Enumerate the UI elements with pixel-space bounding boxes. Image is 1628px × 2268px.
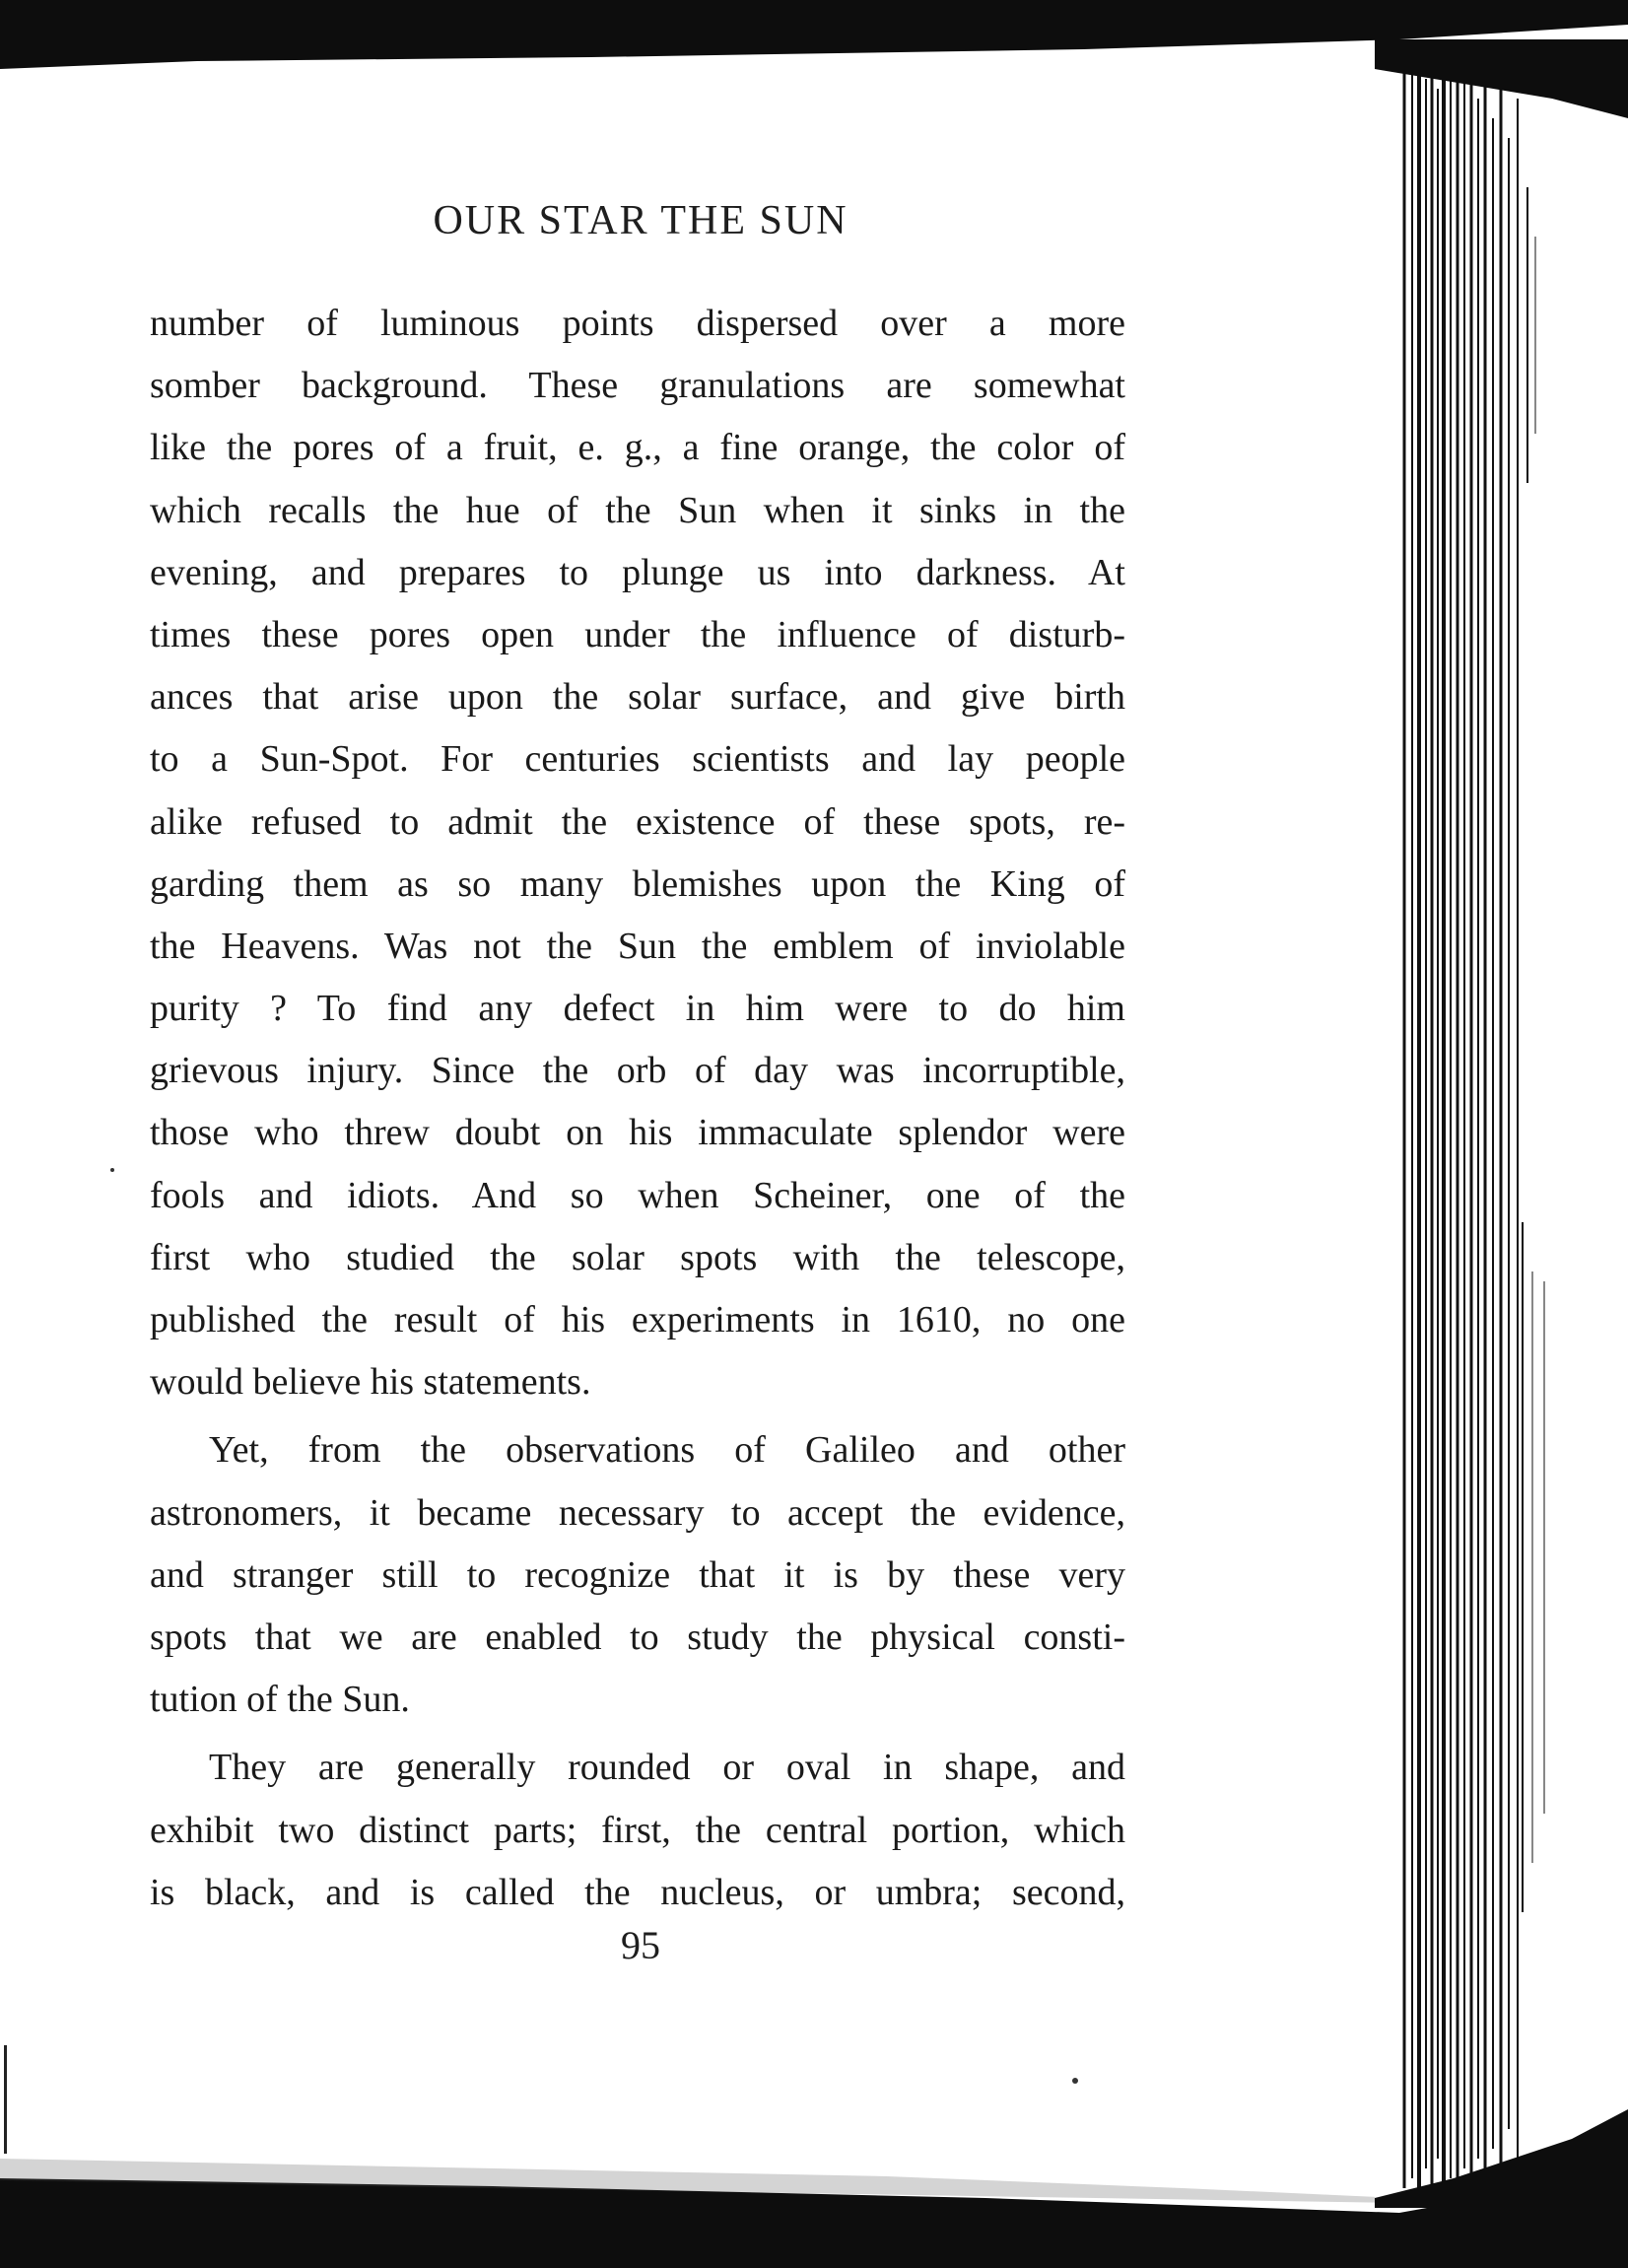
text-line: number of luminous points dispersed over a more: [150, 303, 1125, 344]
text-line: would believe his statements.: [150, 1361, 591, 1404]
text-line: grievous injury. Since the orb of day was incorruptible,: [150, 1050, 1125, 1092]
text-line: the Heavens. Was not the Sun the emblem of inviolable: [150, 925, 1125, 967]
text-line: times these pores open under the influence of disturb-: [150, 613, 1125, 655]
page-number: 95: [621, 1923, 660, 1967]
text-line: astronomers, it became necessary to accept the evidence,: [150, 1491, 1125, 1534]
text-line: spots that we are enabled to study the physical consti-: [150, 1615, 1125, 1658]
text-line: tution of the Sun.: [150, 1679, 410, 1721]
text-line: those who threw doubt on his immaculate splendor were: [150, 1112, 1125, 1154]
text-line: Yet, from the observations of Galileo and other: [209, 1429, 1125, 1472]
text-line: They are generally rounded or oval in shape, and: [209, 1747, 1125, 1789]
text-line: purity ? To find any defect in him were to do him: [150, 988, 1125, 1030]
text-line: evening, and prepares to plunge us into darkness. At: [150, 551, 1125, 593]
speck: [1072, 2078, 1078, 2084]
text-line: somber background. These granulations are somewhat: [150, 365, 1125, 407]
text-line: like the pores of a fruit, e. g., a fine orange, the color of: [150, 427, 1125, 469]
text-line: ances that arise upon the solar surface, and give birth: [150, 676, 1125, 719]
text-line: garding them as so many blemishes upon the King of: [150, 862, 1125, 905]
running-head: OUR STAR THE SUN: [433, 198, 848, 243]
text-line: fools and idiots. And so when Scheiner, one of the: [150, 1174, 1125, 1216]
left-scan-mark: [4, 2045, 7, 2154]
text-line: is black, and is called the nucleus, or umbra; second,: [150, 1871, 1125, 1913]
body-text: [150, 293, 1125, 1924]
text-line: exhibit two distinct parts; first, the central portion, which: [150, 1809, 1125, 1851]
text-line: published the result of his experiments in 1610, no one: [150, 1299, 1125, 1340]
text-line: first who studied the solar spots with the telescope,: [150, 1236, 1125, 1278]
speck: [110, 1168, 114, 1172]
text-line: which recalls the hue of the Sun when it sinks in the: [150, 489, 1125, 531]
page-stack-edge: [1375, 39, 1628, 2208]
text-line: alike refused to admit the existence of these spots, re-: [150, 800, 1125, 843]
text-line: and stranger still to recognize that it is by these very: [150, 1553, 1125, 1596]
text-line: to a Sun-Spot. For centuries scientists and lay people: [150, 738, 1125, 781]
